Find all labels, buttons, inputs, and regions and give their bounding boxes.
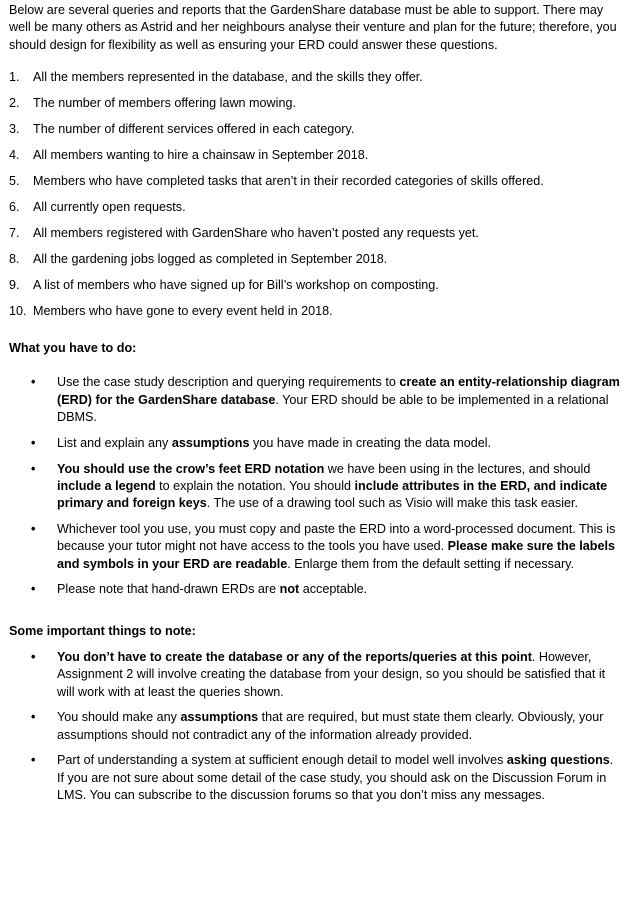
query-list xyxy=(9,69,621,320)
note-emphasis: You don’t have to create the database or any of the reports/queries at this point xyxy=(57,649,532,664)
todo-text: . Enlarge them from the default setting if necessary. xyxy=(287,556,575,571)
bullet-icon: • xyxy=(31,710,36,725)
bullet-icon: • xyxy=(31,521,36,536)
note-text: Part of understanding a system at sufficient enough detail to model well involves xyxy=(57,753,507,768)
todo-text: List and explain any xyxy=(57,435,172,450)
todo-text: acceptable. xyxy=(299,582,368,597)
todo-text: Whichever tool you use, you must copy and paste the ERD into a word-processed document. This is because your tutor might not have access to the tools you have used. xyxy=(57,521,616,554)
bullet-icon: • xyxy=(31,649,36,664)
bullet-icon: • xyxy=(31,582,36,597)
bullet-icon: • xyxy=(31,753,36,768)
query-text: All the members represented in the database, and the skills they offer. xyxy=(33,69,423,84)
query-item xyxy=(9,225,621,242)
query-item xyxy=(9,199,621,216)
todo-emphasis: Please make sure the labels and symbols in your ERD are readable xyxy=(57,539,615,571)
query-number: 8. xyxy=(9,251,20,266)
note-text: that are required, but must state them clearly. Obviously, your assumptions should not contradict any of the information already provided. xyxy=(57,710,604,742)
query-item xyxy=(9,277,621,294)
bullet-icon: • xyxy=(31,435,36,450)
todo-emphasis: not xyxy=(279,582,300,597)
query-item xyxy=(9,173,621,190)
note-item xyxy=(9,649,621,701)
todo-emphasis: include a legend xyxy=(57,478,156,493)
query-item xyxy=(9,121,621,138)
todo-heading: What you have to do: xyxy=(9,341,137,356)
query-text: The number of members offering lawn mowing. xyxy=(33,95,296,110)
todo-text: Use the case study description and querying requirements to xyxy=(57,375,400,390)
todo-item xyxy=(9,435,621,452)
todo-text: . Your ERD should be able to be implemented in a relational DBMS. xyxy=(57,392,609,424)
query-text: Members who have gone to every event held in 2018. xyxy=(33,303,333,318)
todo-list xyxy=(9,374,621,598)
query-item xyxy=(9,69,621,86)
bullet-icon: • xyxy=(31,461,36,476)
query-text: Members who have completed tasks that aren’t in their recorded categories of skills offered. xyxy=(33,173,544,188)
query-number: 4. xyxy=(9,147,20,162)
query-number: 5. xyxy=(9,173,20,188)
todo-item xyxy=(9,374,621,426)
todo-item xyxy=(9,521,621,573)
query-number: 2. xyxy=(9,95,20,110)
query-text: All the gardening jobs logged as completed in September 2018. xyxy=(33,251,388,266)
todo-item xyxy=(9,581,621,598)
todo-emphasis: create an entity-relationship diagram (ERD) for the GardenShare database xyxy=(57,375,620,407)
todo-emphasis: You should use the crow’s feet ERD notation xyxy=(57,461,325,476)
query-number: 10. xyxy=(9,303,27,318)
query-text: All members wanting to hire a chainsaw in September 2018. xyxy=(33,147,369,162)
document-page xyxy=(9,0,621,813)
query-text: All currently open requests. xyxy=(33,199,186,214)
todo-text: . The use of a drawing tool such as Visio will make this task easier. xyxy=(206,496,579,511)
notes-list xyxy=(9,649,621,804)
note-item xyxy=(9,752,621,804)
intro-paragraph: Below are several queries and reports that the GardenShare database must be able to support. There may well be many others as Astrid and her neighbours analyse their venture and plan for the future; therefore, you should design for flexibility as well as ensuring your ERD could answer these questions. xyxy=(9,3,617,52)
todo-emphasis: assumptions xyxy=(171,435,250,450)
query-text: All members registered with GardenShare who haven’t posted any requests yet. xyxy=(33,225,479,240)
note-emphasis: assumptions xyxy=(180,710,259,725)
query-number: 6. xyxy=(9,199,20,214)
todo-text: to explain the notation. You should xyxy=(155,478,355,493)
note-text: . If you are not sure about some detail of the case study, you should ask on the Discussion Forum in LMS. You can subscribe to the discussion forums so that you don’t miss any messages. xyxy=(57,753,614,802)
todo-emphasis: include attributes in the ERD, and indicate primary and foreign keys xyxy=(57,478,608,511)
notes-heading: Some important things to note: xyxy=(9,623,196,638)
query-number: 1. xyxy=(9,69,20,84)
query-item xyxy=(9,251,621,268)
note-item xyxy=(9,709,621,744)
bullet-icon: • xyxy=(31,375,36,390)
query-number: 9. xyxy=(9,277,20,292)
query-item xyxy=(9,95,621,112)
note-emphasis: asking questions xyxy=(506,753,610,768)
todo-text: Please note that hand-drawn ERDs are xyxy=(57,582,280,597)
query-text: A list of members who have signed up for Bill’s workshop on composting. xyxy=(33,277,439,292)
query-item xyxy=(9,147,621,164)
query-text: The number of different services offered in each category. xyxy=(33,121,355,136)
todo-text: you have made in creating the data model. xyxy=(249,435,492,450)
todo-item xyxy=(9,461,621,513)
note-text: You should make any xyxy=(57,710,181,725)
query-item xyxy=(9,303,621,320)
note-text: . However, Assignment 2 will involve creating the database from your design, so you should be satisfied that it will work with at least the queries shown. xyxy=(57,649,606,699)
todo-text: we have been using in the lectures, and should xyxy=(324,461,591,476)
query-number: 3. xyxy=(9,121,20,136)
query-number: 7. xyxy=(9,225,20,240)
